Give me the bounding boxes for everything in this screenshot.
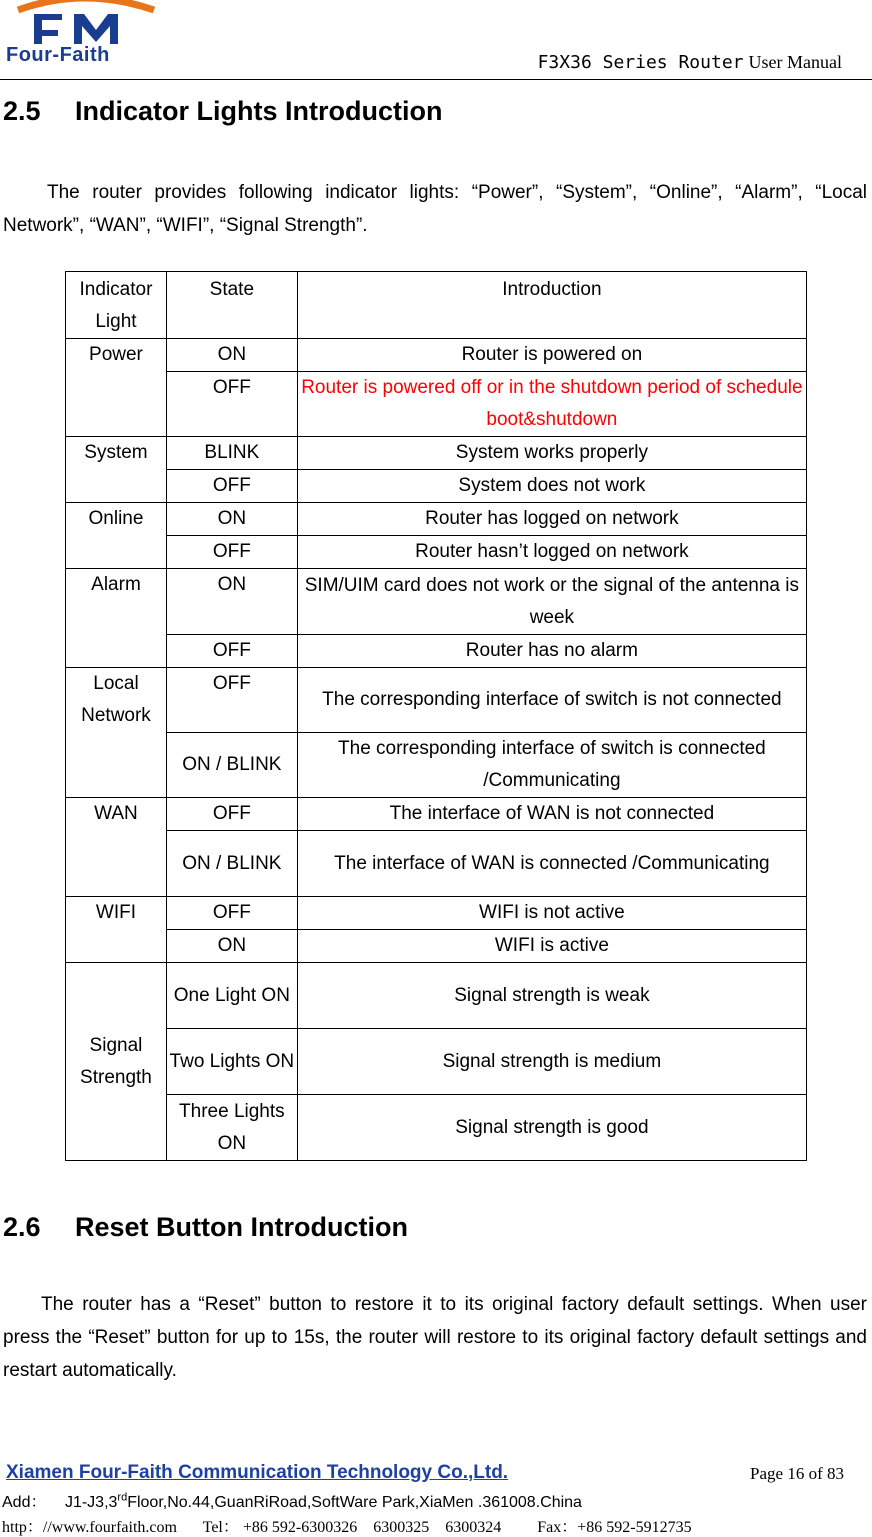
table-row [66,1095,807,1161]
description-cell: Router has no alarm [297,635,806,668]
section-number: 2.5 [3,96,41,126]
description-cell: Signal strength is good [297,1095,806,1161]
light-system: System [66,437,167,503]
indicator-intro-paragraph [3,176,867,242]
state-cell: Two Lights ON [166,1029,297,1095]
light-wifi: WIFI [66,897,167,963]
address-line [2,1489,582,1512]
description-cell: WIFI is not active [297,897,806,930]
table-row [66,798,807,831]
description-cell: SIM/UIM card does not work or the signal of the antenna is week [297,569,806,635]
logo-text: Four-Faith [6,44,110,66]
page-header [0,0,872,80]
state-cell: ON / BLINK [166,733,297,798]
section-heading-2-6 [3,1212,408,1243]
company-link[interactable]: Xiamen Four-Faith Communication Technology Co.,Ltd. [6,1462,509,1483]
description-cell: System works properly [297,437,806,470]
telephone: Tel： +86 592-6300326 6300325 6300324 [202,1519,502,1536]
state-cell: OFF [166,372,297,437]
reset-paragraph [3,1288,867,1387]
description-cell: Router has logged on network [297,503,806,536]
table-row [66,963,807,1029]
address-label: Add： [2,1494,47,1511]
table-row [66,339,807,372]
intro-text: The router provides following indicator lights: “Power”, “System”, “Online”, “Alarm”, “Local Network”, “WAN”, “WIFI”, “Signal Strength”. [3,182,867,236]
header-state: State [166,272,297,339]
state-cell: ON / BLINK [166,831,297,897]
light-local-network: Local Network [66,668,167,798]
table-row [66,1029,807,1095]
state-cell: BLINK [166,437,297,470]
product-name: F3X36 Series Router [537,52,744,73]
state-cell: OFF [166,798,297,831]
table-header-row [66,272,807,339]
header-introduction: Introduction [297,272,806,339]
page-number: Page 16 of 83 [750,1464,844,1483]
description-cell: System does not work [297,470,806,503]
reset-text: The router has a “Reset” button to restore it to its original factory default settings. When user press the “Reset” button for up to 15s, the router will restore to its original factory default settings and restart automatically. [3,1294,867,1381]
state-cell: ON [166,503,297,536]
state-cell: One Light ON [166,963,297,1029]
state-cell: OFF [166,668,297,733]
table-row [66,569,807,635]
description-cell: WIFI is active [297,930,806,963]
description-cell-alert: Router is powered off or in the shutdown period of schedule boot&shutdown [297,372,806,437]
description-cell: Router hasn’t logged on network [297,536,806,569]
description-cell: The corresponding interface of switch is not connected [297,668,806,733]
section-number: 2.6 [3,1212,41,1242]
state-cell: ON [166,930,297,963]
state-cell: Three Lights ON [166,1095,297,1161]
document-title [538,52,842,73]
header-indicator-light: Indicator Light [66,272,167,339]
light-power: Power [66,339,167,437]
table-row [66,470,807,503]
table-row [66,635,807,668]
light-online: Online [66,503,167,569]
light-wan: WAN [66,798,167,897]
address-post: Floor,No.44,GuanRiRoad,SoftWare Park,XiaMen .361008.China [127,1494,582,1511]
description-cell: The corresponding interface of switch is connected /Communicating [297,733,806,798]
state-cell: ON [166,569,297,635]
section-title: Indicator Lights Introduction [75,96,443,126]
table-row [66,536,807,569]
description-cell: Router is powered on [297,339,806,372]
description-cell: Signal strength is weak [297,963,806,1029]
manual-label: User Manual [748,52,842,72]
table-row [66,437,807,470]
description-cell: The interface of WAN is connected /Communicating [297,831,806,897]
state-cell: OFF [166,470,297,503]
table-row [66,503,807,536]
table-row [66,831,807,897]
section-title: Reset Button Introduction [75,1212,408,1242]
table-row [66,668,807,733]
table-row [66,733,807,798]
state-cell: OFF [166,897,297,930]
state-cell: ON [166,339,297,372]
table-row [66,930,807,963]
table-row [66,897,807,930]
address-pre: J1-J3,3 [64,1494,118,1511]
description-cell: Signal strength is medium [297,1029,806,1095]
header-divider [0,79,872,80]
light-alarm: Alarm [66,569,167,668]
table-row [66,372,807,437]
description-cell: The interface of WAN is not connected [297,798,806,831]
fax: Fax：+86 592-5912735 [537,1519,692,1536]
section-heading-2-5 [3,96,442,127]
state-cell: OFF [166,536,297,569]
light-signal-strength: Signal Strength [66,963,167,1161]
address-superscript: rd [117,1491,128,1504]
website-link[interactable]: http：//www.fourfaith.com [2,1519,177,1536]
state-cell: OFF [166,635,297,668]
indicator-table [65,271,807,1161]
